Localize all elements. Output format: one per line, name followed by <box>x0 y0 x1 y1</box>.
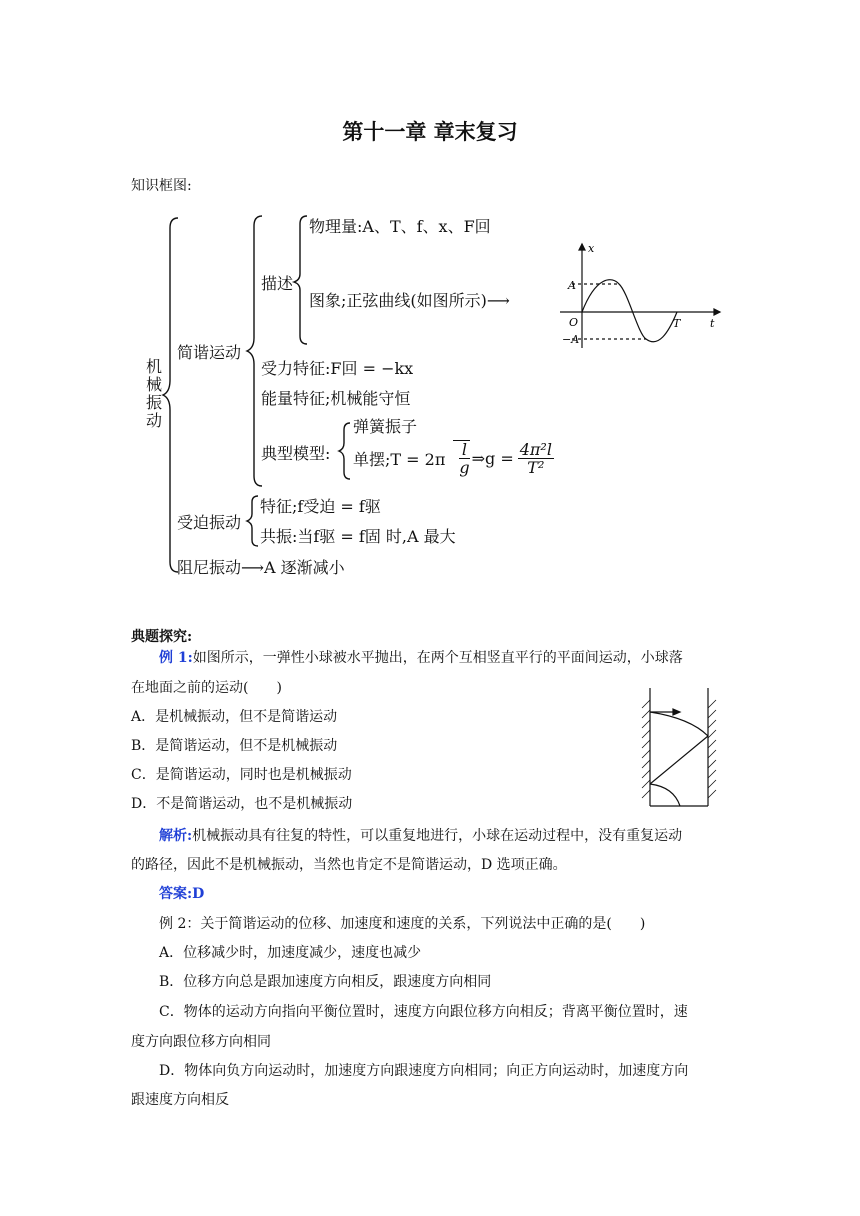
example2-option-b: B．位移方向总是跟加速度方向相反，跟速度方向相同 <box>159 974 492 990</box>
example1-stem-line2: 在地面之前的运动( ) <box>131 680 282 696</box>
example2-option-c-line1: C．物体的运动方向指向平衡位置时，速度方向跟位移方向相反；背离平衡位置时，速 <box>159 1004 688 1020</box>
sine-graph <box>560 238 730 350</box>
example2-option-d-line1: D．物体向负方向运动时，加速度方向跟速度方向相同；向正方向运动时，加速度方向 <box>159 1063 689 1079</box>
pendulum-fraction-l-g: $\frac{l}{g}$ <box>459 440 470 477</box>
tree-feature: 特征;f受迫 = f驱 <box>260 497 381 516</box>
example1-analysis-line2: 的路径，因此不是机械振动，当然也肯定不是简谐运动，D 选项正确。 <box>131 857 567 873</box>
example1-option-c: C．是简谐运动，同时也是机械振动 <box>131 767 352 783</box>
pendulum-result-fraction: $\frac{\text{4π²l}}{\text{T²}}$ <box>519 439 552 477</box>
tree-quantities: 物理量:A、T、f、x、F回 <box>309 217 491 236</box>
tree-root: 机械振动 <box>146 357 163 430</box>
sine-A-label: A <box>568 279 576 292</box>
example1-stem-text: 如图所示，一弹性小球被水平抛出，在两个互相竖直平行的平面间运动，小球落 <box>192 650 683 666</box>
tree-damped: 阻尼振动⟶A 逐渐减小 <box>177 558 345 577</box>
tree-spring: 弹簧振子 <box>353 417 418 436</box>
example1-stem-line1 <box>131 644 683 672</box>
example1-analysis-text: 机械振动具有往复的特性，可以重复地进行，小球在运动过程中，没有重复运动 <box>192 828 683 844</box>
tree-forced: 受迫振动 <box>177 513 242 532</box>
page-title: 第十一章 章末复习 <box>342 120 518 144</box>
sine-T-label: T <box>673 317 681 330</box>
tree-describe: 描述 <box>261 274 294 293</box>
sine-t-label: t <box>710 317 715 330</box>
example2-option-d-line2: 跟速度方向相反 <box>131 1092 229 1108</box>
example1-answer: 答案:D <box>159 886 205 902</box>
section-title: 典题探究: <box>131 629 193 645</box>
example1-label: 例 1: <box>159 650 193 666</box>
sine-negA-label: −A <box>562 333 580 346</box>
tree-shm: 简谐运动 <box>177 343 242 362</box>
pendulum-prefix: 单摆;T = 2π <box>353 449 446 469</box>
pendulum-arrow: ⇒g = <box>471 448 514 468</box>
tree-graph: 图象;正弦曲线(如图所示)⟶ <box>309 291 510 310</box>
sine-origin-label: O <box>569 316 579 329</box>
bouncing-ball-figure <box>636 688 726 810</box>
tree-pendulum <box>353 440 554 476</box>
example1-option-a: A．是机械振动，但不是简谐运动 <box>131 709 338 725</box>
example1-analysis-line1 <box>131 822 682 850</box>
example1-option-b: B．是简谐运动，但不是机械振动 <box>131 738 338 754</box>
example1-analysis-label: 解析: <box>159 828 193 844</box>
pendulum-sqrt <box>453 440 469 476</box>
sine-x-label: x <box>588 242 595 255</box>
tree-models: 典型模型: <box>261 444 331 463</box>
example2-option-c-line2: 度方向跟位移方向相同 <box>131 1034 271 1050</box>
tree-resonance: 共振:当f驱 = f固 时,A 最大 <box>260 527 456 546</box>
tree-energy: 能量特征;机械能守恒 <box>261 389 411 408</box>
example2-stem: 例 2：关于简谐运动的位移、加速度和速度的关系，下列说法中正确的是( ) <box>159 916 646 932</box>
example2-option-a: A．位移减少时，加速度减少，速度也减少 <box>159 945 422 961</box>
example1-option-d: D．不是简谐运动，也不是机械振动 <box>131 796 353 812</box>
framework-label: 知识框图: <box>131 178 192 194</box>
tree-force: 受力特征:F回 = −kx <box>261 359 414 378</box>
